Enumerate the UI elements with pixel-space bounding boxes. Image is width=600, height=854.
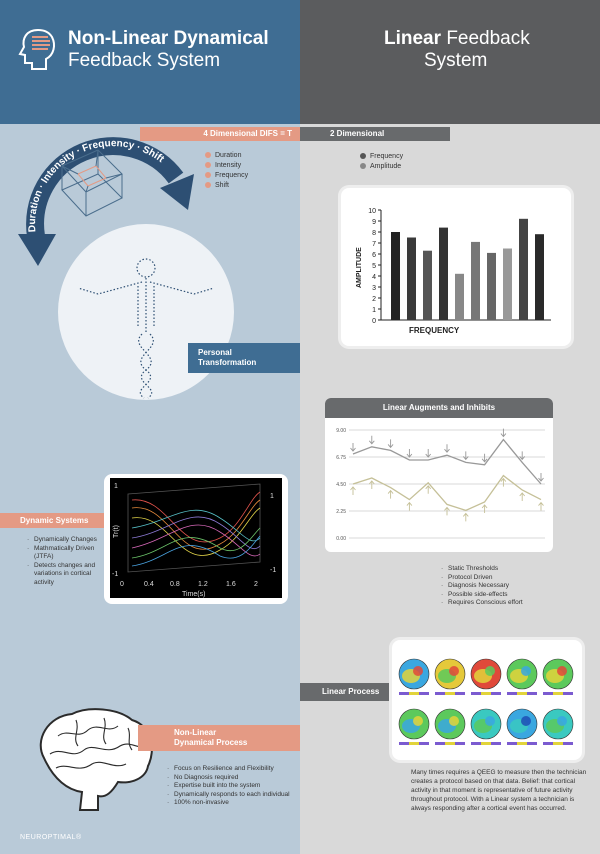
head-map-hotspot xyxy=(521,666,531,676)
head-map-icon xyxy=(399,659,429,695)
line-chart xyxy=(325,422,553,548)
jtfa-x-tick: 0.8 xyxy=(170,581,180,588)
jtfa-x-tick: 1.2 xyxy=(198,581,208,588)
inhibit-arrow xyxy=(520,451,525,459)
head-map-hotspot xyxy=(413,666,423,676)
list-item: · 100% non-invasive xyxy=(166,799,298,808)
inhibit-arrow xyxy=(388,439,393,447)
legend xyxy=(360,152,403,172)
inhibit-arrow xyxy=(539,473,544,481)
bar xyxy=(535,234,544,320)
linear-process-bar: Linear Process xyxy=(300,683,392,701)
list-item: · Requires Conscious effort xyxy=(440,599,590,608)
legend-swatch xyxy=(360,153,366,159)
jtfa-x-label: Time(s) xyxy=(182,591,206,598)
inhibit-arrow xyxy=(407,449,412,457)
inhibit-arrow xyxy=(482,454,487,462)
head-map-scale-mid xyxy=(517,742,527,745)
augments-card xyxy=(325,398,553,552)
human-figure-icon xyxy=(58,224,234,400)
bar-chart xyxy=(341,188,571,346)
head-map-icon xyxy=(435,659,465,695)
bar-y-tick-label: 0 xyxy=(372,318,376,325)
augment-arrow xyxy=(445,507,450,515)
augment-arrow xyxy=(351,487,356,495)
list-item: · Diagnosis Necessary xyxy=(440,582,590,591)
bar xyxy=(519,219,528,320)
jtfa-z-tick: -1 xyxy=(270,567,277,574)
augment-arrow xyxy=(539,503,544,511)
head-map-hotspot xyxy=(521,716,531,726)
inhibit-arrow xyxy=(445,444,450,452)
head-map-hotspot xyxy=(449,666,459,676)
bar xyxy=(391,232,400,320)
list-item: · Mathmatically Driven (JTFA) xyxy=(26,545,106,562)
head-map-scale-mid xyxy=(481,742,491,745)
linear-process-text: Many times requires a QEEG to measure then the technician creates a protocol based on that data. Belief: that cortical activity in that moment is representative of future activity throughout protocol. With a Linear system a technician is always responding after a cortical event has occurred. xyxy=(411,769,587,812)
inhibit-arrow xyxy=(426,449,431,457)
augment-arrow xyxy=(369,481,374,489)
bar-y-tick-label: 3 xyxy=(372,285,376,292)
bar-y-tick-label: 4 xyxy=(372,274,376,281)
head-map-icon xyxy=(399,709,429,745)
hypercube-icon xyxy=(50,146,130,218)
bar xyxy=(487,253,496,320)
static-list xyxy=(440,565,590,608)
list-item: · Dynamically responds to each individual xyxy=(166,791,298,800)
qeeg-maps xyxy=(392,640,582,760)
process-list xyxy=(166,765,298,808)
two-dim-bar: 2 Dimensional xyxy=(300,127,450,141)
head-map-scale-mid xyxy=(481,692,491,695)
head-map-scale-mid xyxy=(409,692,419,695)
augments-title: Linear Augments and Inhibits xyxy=(325,398,553,418)
head-map-scale-mid xyxy=(445,692,455,695)
jtfa-plot xyxy=(110,478,282,598)
bar-y-tick-label: 5 xyxy=(372,263,376,270)
augment-arrow xyxy=(482,505,487,513)
difs-item: Frequency xyxy=(205,171,248,181)
brain-icon xyxy=(28,706,158,812)
difs-item: Intensity xyxy=(205,161,248,171)
bar xyxy=(439,228,448,320)
jtfa-x-tick: 2 xyxy=(254,581,258,588)
bar-y-tick-label: 8 xyxy=(372,230,376,237)
legend-item: Amplitude xyxy=(360,162,403,172)
difs-item: Shift xyxy=(205,181,248,191)
jtfa-x-tick: 0 xyxy=(120,581,124,588)
list-item: · No Diagnosis required xyxy=(166,774,298,783)
head-map-icon xyxy=(471,709,501,745)
brand-logo: NEUROPTIMAL® xyxy=(20,834,82,841)
head-logo-icon xyxy=(18,27,58,71)
list-item: · Protocol Driven xyxy=(440,574,590,583)
bar-chart-ylabel: AMPLITUDE xyxy=(356,247,363,288)
bar xyxy=(503,249,512,321)
inhibit-arrow xyxy=(369,436,374,444)
bar xyxy=(455,274,464,320)
augment-arrow xyxy=(407,503,412,511)
head-map-scale-mid xyxy=(553,742,563,745)
head-map-icon xyxy=(507,709,537,745)
line-y-tick-label: 6.75 xyxy=(336,455,346,461)
head-map-hotspot xyxy=(413,716,423,726)
arc-text: Duration · Intensity · Frequency · Shift xyxy=(27,138,166,233)
list-item: · Static Thresholds xyxy=(440,565,590,574)
qeeg-card xyxy=(392,640,582,760)
legend-swatch xyxy=(360,163,366,169)
jtfa-x-tick: 0.4 xyxy=(144,581,154,588)
head-map-icon xyxy=(543,709,573,745)
augment-arrow xyxy=(501,479,506,487)
head-map-hotspot xyxy=(485,716,495,726)
right-header xyxy=(300,0,600,124)
head-map-scale-mid xyxy=(445,742,455,745)
personal-transformation-tag: Personal Transformation xyxy=(188,343,300,373)
bar xyxy=(423,251,432,320)
bar-y-tick-label: 6 xyxy=(372,252,376,259)
bar-y-tick-label: 9 xyxy=(372,219,376,226)
inhibit-arrow xyxy=(463,451,468,459)
list-item: · Expertise built into the system xyxy=(166,782,298,791)
head-map-icon xyxy=(471,659,501,695)
bar-chart-xlabel: FREQUENCY xyxy=(409,326,460,335)
jtfa-z-tick: 1 xyxy=(270,493,274,500)
bar xyxy=(407,238,416,321)
left-title-light: Feedback System xyxy=(68,50,221,71)
head-map-icon xyxy=(435,709,465,745)
jtfa-y-tick: 1 xyxy=(114,483,118,490)
line-y-tick-label: 4.50 xyxy=(336,482,346,488)
head-map-hotspot xyxy=(449,716,459,726)
dynamic-systems-bar: Dynamic Systems xyxy=(0,513,106,528)
head-map-scale-mid xyxy=(553,692,563,695)
head-map-hotspot xyxy=(485,666,495,676)
list-item: · Detects changes and variations in cortical activity xyxy=(26,562,106,588)
line-y-tick-label: 0.00 xyxy=(336,536,346,542)
right-title-bold: Linear xyxy=(384,28,442,49)
augment-arrow xyxy=(388,491,393,499)
difs-bar: 4 Dimensional DIFS = T xyxy=(140,127,300,141)
list-item: · Dynamically Changes xyxy=(26,536,106,545)
head-map-icon xyxy=(543,659,573,695)
line-series xyxy=(353,476,541,511)
difs-list xyxy=(205,151,248,191)
dynamic-list xyxy=(26,536,106,587)
legend-item: Frequency xyxy=(360,152,403,162)
right-title-light-2: System xyxy=(424,50,488,71)
augment-arrow xyxy=(520,493,525,501)
bar-y-tick-label: 2 xyxy=(372,296,376,303)
head-map-icon xyxy=(507,659,537,695)
right-title-light: Feedback xyxy=(446,28,530,49)
inhibit-arrow xyxy=(351,443,356,451)
left-title-bold: Non-Linear Dynamical xyxy=(68,28,269,49)
head-map-scale-mid xyxy=(517,692,527,695)
augment-arrow xyxy=(426,486,431,494)
line-y-tick-label: 9.00 xyxy=(336,428,346,434)
jtfa-svg xyxy=(110,478,282,598)
line-y-tick-label: 2.25 xyxy=(336,509,346,515)
head-map-scale-mid xyxy=(409,742,419,745)
left-header xyxy=(0,0,300,124)
bar-y-tick-label: 7 xyxy=(372,241,376,248)
bar-y-tick-label: 10 xyxy=(368,208,376,215)
difs-item: Duration xyxy=(205,151,248,161)
bar-chart-card xyxy=(341,188,571,346)
jtfa-y-label: Tr(t) xyxy=(113,525,120,538)
bar-y-tick-label: 1 xyxy=(372,307,376,314)
list-item: · Focus on Resilience and Flexibility xyxy=(166,765,298,774)
head-map-hotspot xyxy=(557,716,567,726)
list-item: · Possible side-effects xyxy=(440,591,590,600)
jtfa-x-tick: 1.6 xyxy=(226,581,236,588)
augment-arrow xyxy=(463,513,468,521)
nonlinear-process-bar: Non-Linear Dynamical Process xyxy=(138,725,300,751)
bar xyxy=(471,242,480,320)
head-map-hotspot xyxy=(557,666,567,676)
jtfa-y-tick: -1 xyxy=(112,571,119,578)
